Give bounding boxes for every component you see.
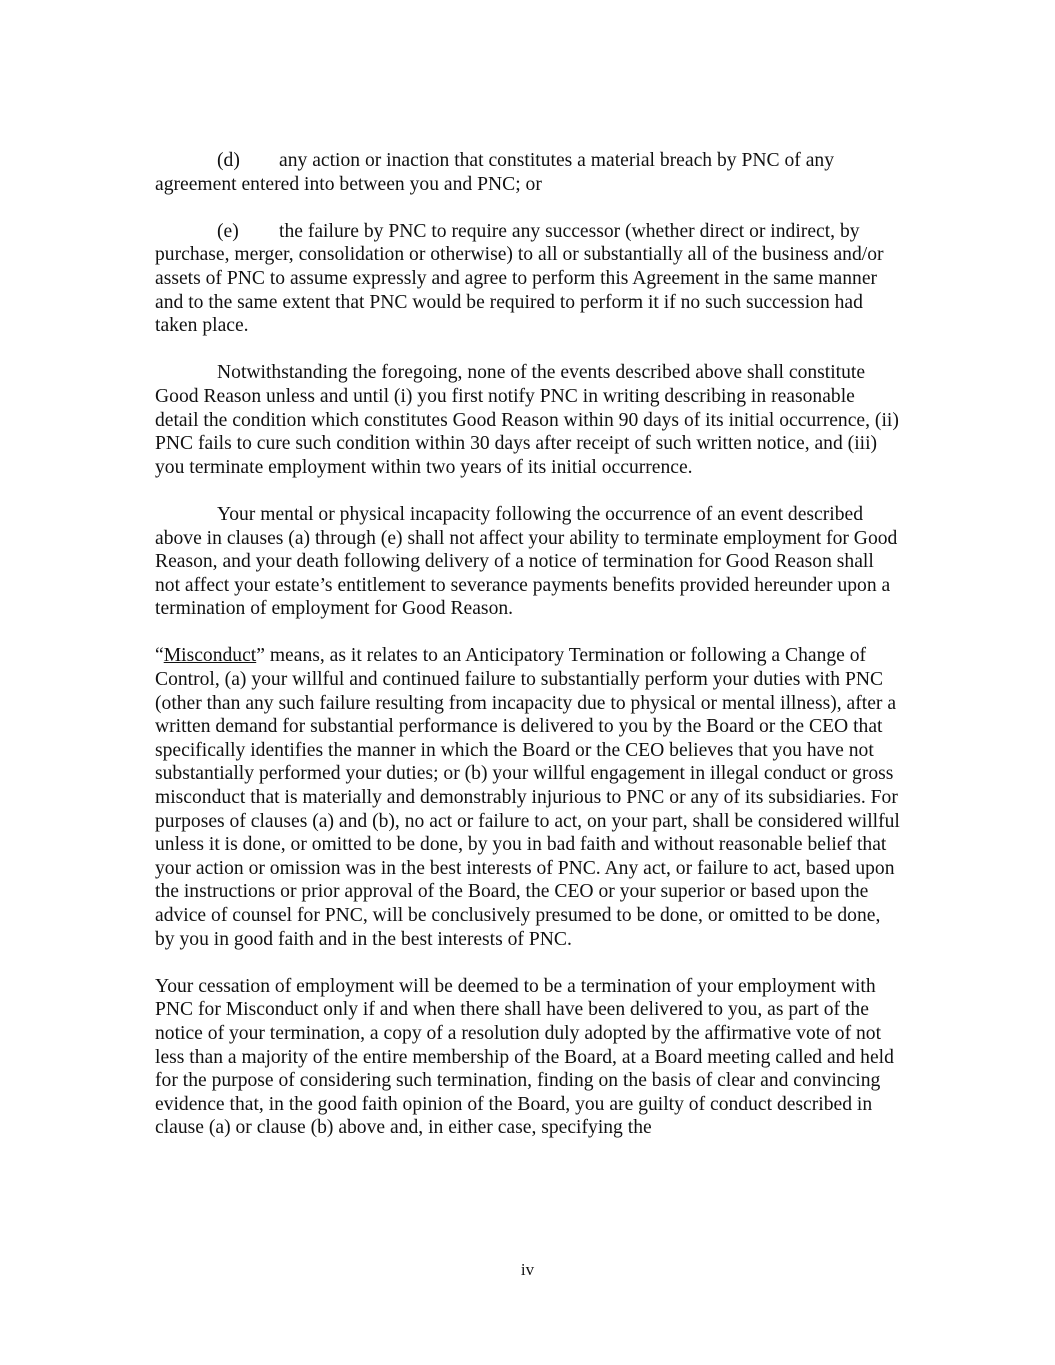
document-body xyxy=(155,149,903,1164)
clause-d-paragraph xyxy=(155,149,903,196)
page-number: iv xyxy=(520,1260,535,1279)
notwithstanding-paragraph: Notwithstanding the foregoing, none of the events described above shall constitute Good Reason unless and until (i) you first notify PNC in writing describing in reasonable detail the condition which constitutes Good Reason within 90 days of its initial occurrence, (ii) PNC fails to cure such condition within 30 days after receipt of such written notice, and (iii) you terminate employment within two years of its initial occurrence. xyxy=(155,362,899,478)
clause-e-paragraph xyxy=(155,220,903,338)
misconduct-open-quote: “ xyxy=(155,645,164,667)
clause-e-label: (e) xyxy=(217,220,239,242)
incapacity-paragraph: Your mental or physical incapacity following the occurrence of an event described above in clauses (a) through (e) shall not affect your ability to terminate employment for Good Reason, and your death following delivery of a notice of termination for Good Reason shall not affect your estate’s entitlement to severance payments benefits provided hereunder upon a termination of employment for Good Reason. xyxy=(155,503,898,620)
clause-d-label: (d) xyxy=(217,150,240,171)
misconduct-defined-term: Misconduct xyxy=(163,645,257,667)
clause-e-text: the failure by PNC to require any successor (whether direct or indirect, by purchase, merger, consolidation or otherwise) to all or substantially all of the business and/or assets of PNC to assume expressly and agree to perform this Agreement in the same manner and to the same extent that PNC would be required to perform it if no such succession had taken place. xyxy=(155,220,884,337)
clause-d-text: any action or inaction that constitutes a material breach by PNC of any agreement entered into between you and PNC; or xyxy=(155,150,834,195)
cessation-paragraph: Your cessation of employment will be deemed to be a termination of your employment with PNC for Misconduct only if and when there shall have been delivered to you, as part of the notice of your termination, a copy of a resolution duly adopted by the affirmative vote of not less than a majority of the entire membership of the Board, at a Board meeting called and held for the purpose of considering such termination, finding on the basis of clear and convincing evidence that, in the good faith opinion of the Board, you are guilty of conduct described in clause (a) or clause (b) above and, in either case, specifying the xyxy=(155,975,894,1139)
misconduct-definition-text: ” means, as it relates to an Anticipatory Termination or following a Change of Control, (a) your willful and continued failure to substantially perform your duties with PNC (other than any such failure resulting from incapacity due to physical or mental illness), after a written demand for substantial performance is delivered to you by the Board or the CEO that specifically identifies the manner in which the Board or the CEO believes that you have not substantially performed your duties; or (b) your willful engagement in illegal conduct or gross misconduct that is materially and demonstrably injurious to PNC or any of its subsidiaries. For purposes of clauses (a) and (b), no act or failure to act, on your part, shall be considered willful unless it is done, or omitted to be done, by you in bad faith and without reasonable belief that your action or omission was in the best interests of PNC. Any act, or failure to act, based upon the instructions or prior approval of the Board, the CEO or your superior or based upon the advice of counsel for PNC, will be conclusively presumed to be done, or omitted to be done, by you in good faith and in the best interests of PNC. xyxy=(155,645,900,950)
misconduct-definition-paragraph xyxy=(155,644,903,951)
